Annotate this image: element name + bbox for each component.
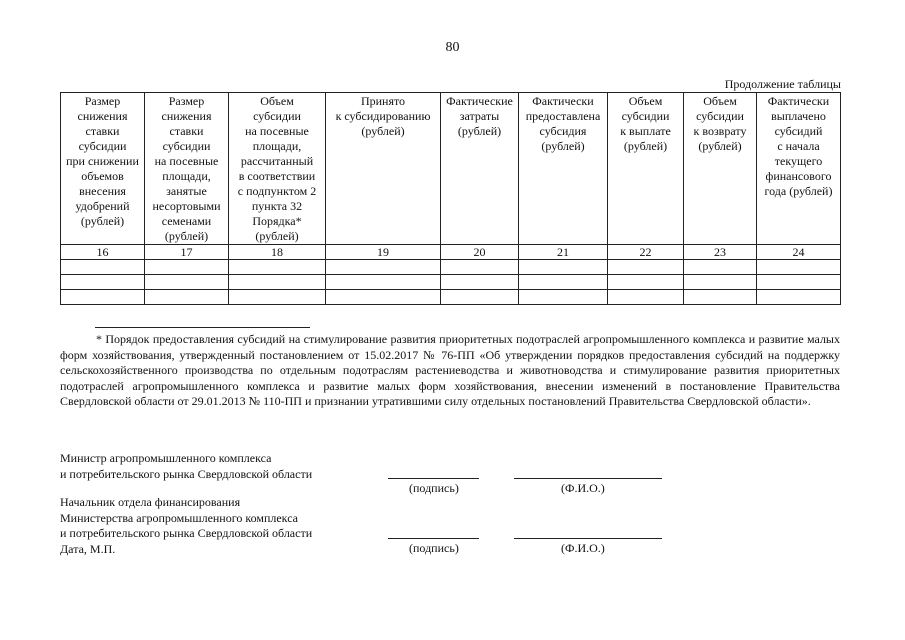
table-row xyxy=(61,290,841,305)
table-cell[interactable] xyxy=(519,260,608,275)
table-cell[interactable] xyxy=(145,260,229,275)
table-cell[interactable] xyxy=(757,290,841,305)
footnote-text: * Порядок предоставления субсидий на стимулирование развития приоритетных подотраслей агропромышленного комплекса и развитие малых форм хозяйствования, утвержденный постановлением от 15.02.2017 № 76-ПП «Об утверждении порядков предоставления субсидий на поддержку сельскохозяйственного производства по отдельным подотраслям растениеводства и животноводства и стимулирование развития приоритетных подотраслей агропромышленного комплекса и развитие малых форм хозяйствования, внесении изменений в постановление Правительства Свердловской области от 29.01.2013 № 110-ПП и признании утратившими силу отдельных постановлений Правительства Свердловской области». xyxy=(60,332,840,408)
head-signature-caption: (подпись) xyxy=(409,541,459,555)
minister-name-line[interactable] xyxy=(514,478,662,479)
column-number: 21 xyxy=(519,245,608,260)
page-number: 80 xyxy=(445,40,460,55)
table-cell[interactable] xyxy=(326,275,441,290)
column-number: 20 xyxy=(441,245,519,260)
header-cell-19: Принято к субсидированию (рублей) xyxy=(326,93,441,245)
table-cell[interactable] xyxy=(519,275,608,290)
table-cell[interactable] xyxy=(519,290,608,305)
table-cell[interactable] xyxy=(61,290,145,305)
head-signature-block xyxy=(60,495,312,557)
table-cell[interactable] xyxy=(757,260,841,275)
table-cell[interactable] xyxy=(684,290,757,305)
header-cell-24: Фактически выплачено субсидий с начала текущего финансового года (рублей) xyxy=(757,93,841,245)
table-cell[interactable] xyxy=(229,260,326,275)
table-cell[interactable] xyxy=(145,275,229,290)
table-cell[interactable] xyxy=(229,275,326,290)
table-cell[interactable] xyxy=(441,275,519,290)
table-continuation-label: Продолжение таблицы xyxy=(724,77,841,91)
table-cell[interactable] xyxy=(441,260,519,275)
column-number: 23 xyxy=(684,245,757,260)
table-row xyxy=(61,275,841,290)
header-cell-18: Объем субсидии на посевные площади, рассчитанный в соответствии с подпунктом 2 пункта 32 Порядка* (рублей) xyxy=(229,93,326,245)
subsidy-table xyxy=(60,92,841,305)
table-cell[interactable] xyxy=(684,275,757,290)
header-cell-20: Фактические затраты (рублей) xyxy=(441,93,519,245)
table-cell[interactable] xyxy=(684,260,757,275)
header-cell-17: Размер снижения ставки субсидии на посевные площади, занятые несортовыми семенами (рублей) xyxy=(145,93,229,245)
minister-signature-line[interactable] xyxy=(388,478,479,479)
minister-title-line-2: и потребительского рынка Свердловской области xyxy=(60,466,313,481)
table-cell[interactable] xyxy=(608,275,684,290)
column-number: 24 xyxy=(757,245,841,260)
header-cell-22: Объем субсидии к выплате (рублей) xyxy=(608,93,684,245)
head-title-line-3: и потребительского рынка Свердловской области xyxy=(60,526,313,540)
header-cell-23: Объем субсидии к возврату (рублей) xyxy=(684,93,757,245)
table-cell[interactable] xyxy=(145,290,229,305)
minister-name-caption: (Ф.И.О.) xyxy=(561,481,605,495)
column-number: 19 xyxy=(326,245,441,260)
head-signature-line[interactable] xyxy=(388,538,479,539)
head-name-line[interactable] xyxy=(514,538,662,539)
head-title-line-1: Начальник отдела финансирования xyxy=(60,495,241,509)
table-cell[interactable] xyxy=(326,290,441,305)
table-cell[interactable] xyxy=(441,290,519,305)
header-row xyxy=(61,93,841,245)
head-name-caption: (Ф.И.О.) xyxy=(561,541,605,555)
table-row xyxy=(61,260,841,275)
table-cell[interactable] xyxy=(757,275,841,290)
footnote-divider xyxy=(95,327,310,328)
head-title-line-2: Министерства агропромышленного комплекса xyxy=(60,510,299,525)
header-cell-21: Фактически предоставлена субсидия (рублей) xyxy=(519,93,608,245)
minister-signature-block xyxy=(60,451,312,482)
table-cell[interactable] xyxy=(61,275,145,290)
column-number: 17 xyxy=(145,245,229,260)
date-stamp-label: Дата, М.П. xyxy=(60,541,116,556)
minister-title-line-1: Министр агропромышленного комплекса xyxy=(60,451,272,465)
table-cell[interactable] xyxy=(608,260,684,275)
table-cell[interactable] xyxy=(229,290,326,305)
column-number: 18 xyxy=(229,245,326,260)
table-cell[interactable] xyxy=(326,260,441,275)
column-number: 16 xyxy=(61,245,145,260)
column-number: 22 xyxy=(608,245,684,260)
minister-signature-caption: (подпись) xyxy=(409,481,459,495)
header-cell-16: Размер снижения ставки субсидии при снижении объемов внесения удобрений (рублей) xyxy=(61,93,145,245)
table-cell[interactable] xyxy=(608,290,684,305)
column-number-row xyxy=(61,245,841,260)
table-cell[interactable] xyxy=(61,260,145,275)
